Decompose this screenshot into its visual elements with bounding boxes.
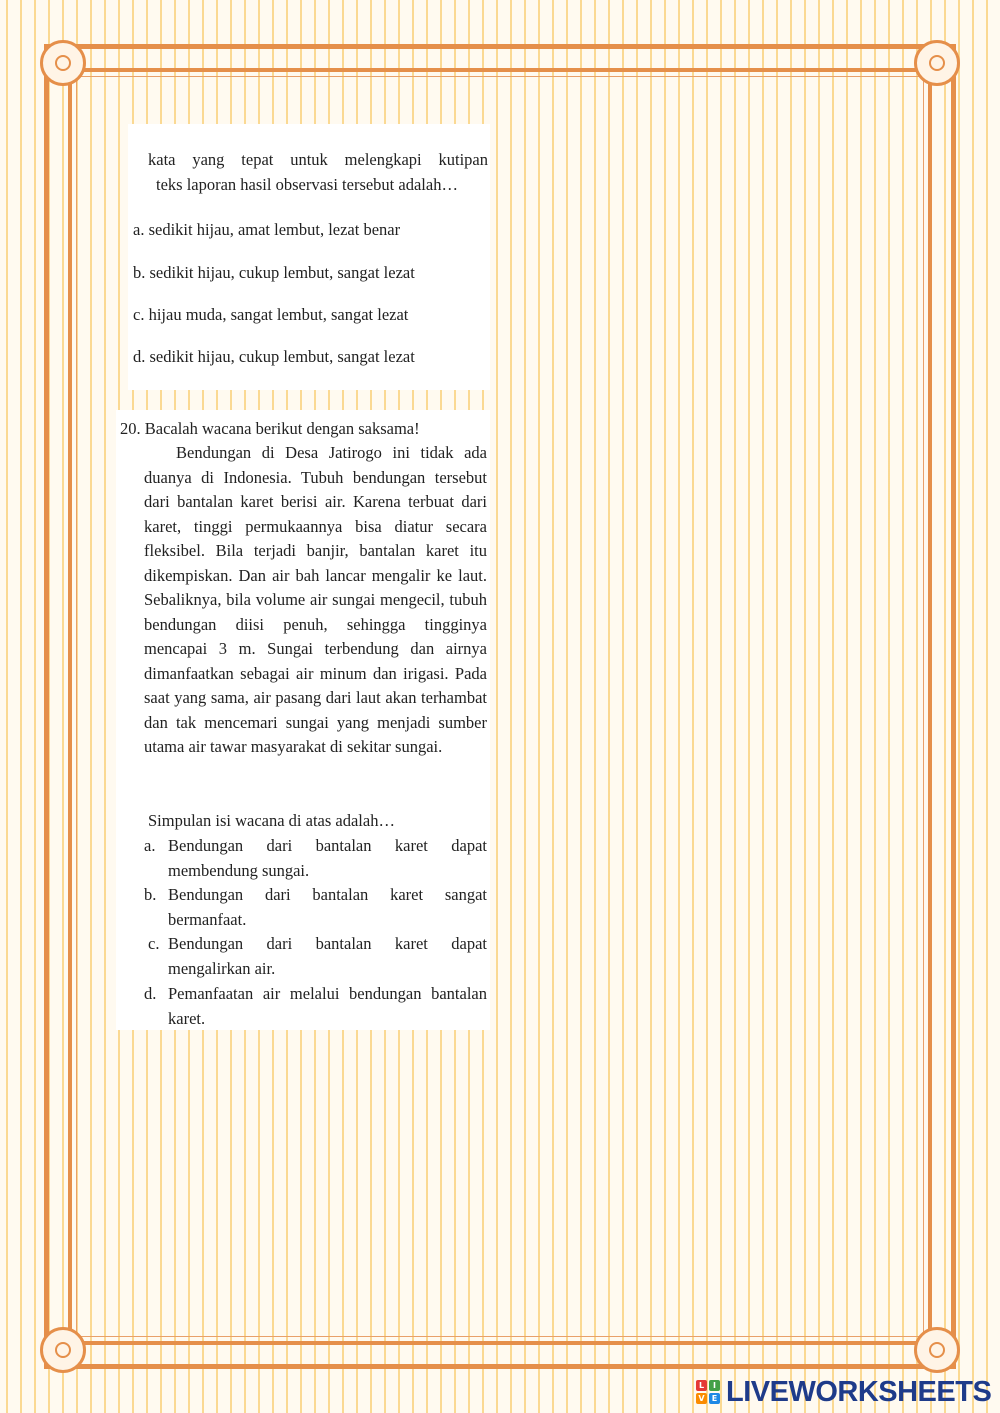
question-19-option-a[interactable]: a. sedikit hijau, amat lembut, lezat benar bbox=[133, 220, 401, 239]
question-20-passage: Bendungan di Desa Jatirogo ini tidak ada duanya di Indonesia. Tubuh bendungan tersebut dari bantalan karet berisi air. Karena terbuat dari karet, tinggi permukaannya bisa diatur secara fleksibel. Bila terjadi banjir, bantalan karet itu dikempiskan. Dan air bah lancar mengalir ke laut. Sebaliknya, bila volume air sungai mengecil, tubuh bendungan diisi penuh, sehingga tingginya mencapai 3 m. Sungai terbendung dan airnya dimanfaatkan sebagai air minum dan irigasi. Pada saat yang sama, air pasang dari laut akan terhambat dan tak mencemari sungai yang menjadi sumber utama air tawar masyarakat di sekitar sungai. bbox=[144, 443, 487, 756]
question-19-option-c[interactable]: c. hijau muda, sangat lembut, sangat lezat bbox=[133, 305, 409, 324]
option-label: c. bbox=[148, 934, 160, 953]
option-label: d. bbox=[144, 984, 157, 1003]
option-text: Pemanfaatan air melalui bendungan bantalan karet. bbox=[168, 984, 487, 1028]
question-19-intro-line1: kata yang tepat untuk melengkapi kutipan bbox=[148, 150, 488, 169]
option-label: a. bbox=[144, 836, 156, 855]
question-20-prompt: Simpulan isi wacana di atas adalah… bbox=[148, 811, 395, 830]
question-19-option-b[interactable]: b. sedikit hijau, cukup lembut, sangat lezat bbox=[133, 263, 415, 282]
logo-mark-cell: E bbox=[709, 1393, 720, 1404]
question-20-option-a[interactable] bbox=[144, 834, 487, 883]
question-20-option-b[interactable] bbox=[144, 883, 487, 932]
question-19-option-d[interactable]: d. sedikit hijau, cukup lembut, sangat lezat bbox=[133, 347, 415, 366]
option-label: b. bbox=[144, 885, 157, 904]
corner-ornament-icon bbox=[914, 1327, 960, 1373]
logo-mark-cell: I bbox=[709, 1380, 720, 1391]
liveworksheets-logo-icon bbox=[696, 1380, 720, 1404]
corner-ornament-icon bbox=[40, 40, 86, 86]
question-20-option-d[interactable] bbox=[144, 982, 487, 1031]
liveworksheets-logo[interactable] bbox=[696, 1374, 991, 1410]
corner-ornament-icon bbox=[914, 40, 960, 86]
option-text: Bendungan dari bantalan karet dapat mengalirkan air. bbox=[168, 934, 487, 978]
logo-text: LIVEWORKSHEETS bbox=[726, 1375, 992, 1408]
corner-ornament-icon bbox=[40, 1327, 86, 1373]
question-19-intro-rest: teks laporan hasil observasi tersebut adalah… bbox=[156, 174, 458, 194]
question-20-heading: 20. Bacalah wacana berikut dengan saksama! bbox=[120, 419, 420, 438]
option-text: Bendungan dari bantalan karet sangat bermanfaat. bbox=[168, 885, 487, 929]
option-text: Bendungan dari bantalan karet dapat membendung sungai. bbox=[168, 836, 487, 880]
question-20-option-c[interactable] bbox=[148, 932, 487, 981]
logo-mark-cell: V bbox=[696, 1393, 707, 1404]
logo-mark-cell: L bbox=[696, 1380, 707, 1391]
question-19-intro bbox=[148, 148, 488, 197]
